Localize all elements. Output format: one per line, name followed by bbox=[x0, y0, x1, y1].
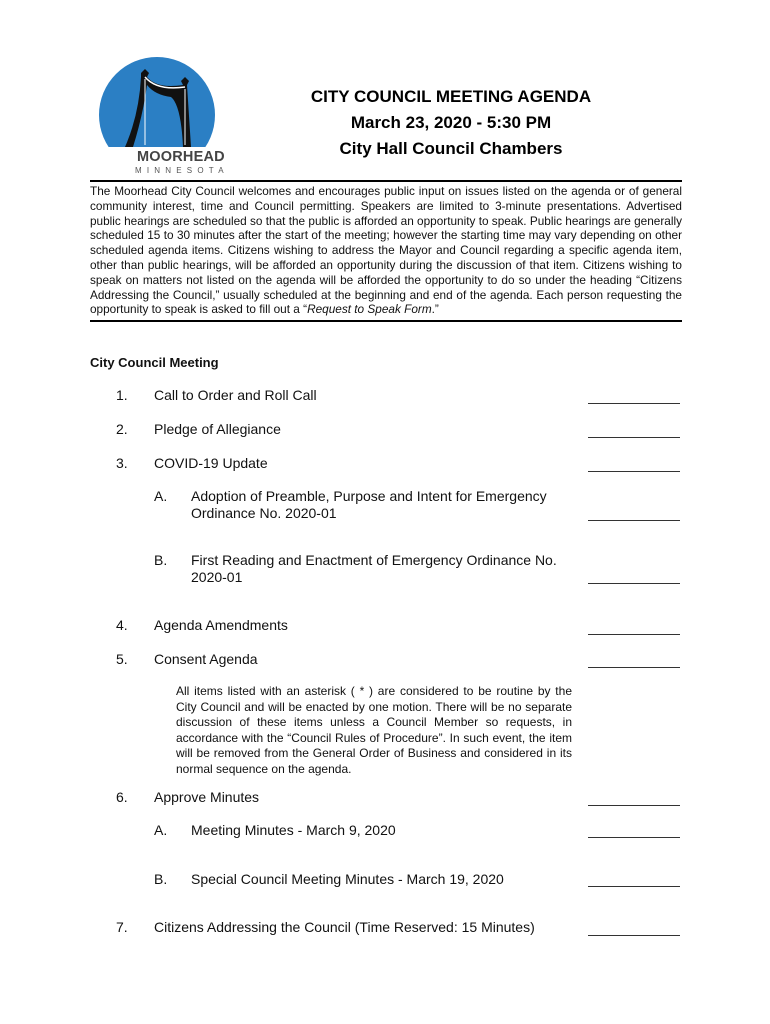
meeting-date: March 23, 2020 - 5:30 PM bbox=[350, 113, 552, 132]
sub-item: First Reading and Enactment of Emergency Ordinance No. 2020-01 bbox=[191, 552, 557, 585]
agenda-title: CITY COUNCIL MEETING AGENDA bbox=[310, 87, 592, 106]
signature-blank bbox=[588, 935, 680, 936]
item-number: 2. bbox=[116, 421, 128, 437]
section-title: City Council Meeting bbox=[90, 355, 219, 370]
intro-paragraph bbox=[90, 184, 682, 322]
consent-agenda-note: All items listed with an asterisk ( * ) are considered to be routine by the City Council and will be enacted by one motion. There will be no separate discussion of these items unless a Council Member so requests, in accordance with the “Council Rules of Procedure”. In such event, the item will be removed from the General Order of Business and considered in its normal sequence on the agenda. bbox=[176, 684, 572, 776]
signature-blank bbox=[588, 667, 680, 668]
sub-item-letter: B. bbox=[154, 871, 168, 887]
item-number: 1. bbox=[116, 387, 128, 403]
signature-blank bbox=[588, 520, 680, 521]
request-form-name: Request to Speak Form bbox=[307, 302, 432, 317]
signature-blank bbox=[588, 634, 680, 635]
agenda-title-block bbox=[250, 84, 652, 162]
signature-blank bbox=[588, 403, 680, 404]
item-number: 5. bbox=[116, 651, 128, 667]
intro-end: .” bbox=[431, 302, 439, 317]
logo-subtitle: MINNESOTA bbox=[135, 166, 229, 175]
item-number: 6. bbox=[116, 789, 128, 805]
agenda-item: Call to Order and Roll Call bbox=[154, 387, 317, 403]
city-logo bbox=[95, 55, 229, 180]
agenda-item: COVID-19 Update bbox=[154, 455, 268, 471]
sub-item: Meeting Minutes - March 9, 2020 bbox=[191, 822, 396, 838]
top-divider bbox=[90, 180, 682, 182]
sub-item-letter: B. bbox=[154, 552, 168, 568]
sub-item-letter: A. bbox=[154, 488, 168, 504]
signature-blank bbox=[588, 805, 680, 806]
sub-item: Adoption of Preamble, Purpose and Intent for Emergency Ordinance No. 2020-01 bbox=[191, 488, 547, 521]
signature-blank bbox=[588, 837, 680, 838]
agenda-item: Pledge of Allegiance bbox=[154, 421, 281, 437]
signature-blank bbox=[588, 437, 680, 438]
signature-blank bbox=[588, 886, 680, 887]
signature-blank bbox=[588, 471, 680, 472]
agenda-item: Agenda Amendments bbox=[154, 617, 288, 633]
item-number: 4. bbox=[116, 617, 128, 633]
sub-item: Special Council Meeting Minutes - March 19, 2020 bbox=[191, 871, 504, 887]
agenda-item: Citizens Addressing the Council (Time Reserved: 15 Minutes) bbox=[154, 919, 535, 935]
intro-text: The Moorhead City Council welcomes and encourages public input on issues listed on the agenda or of general community interest, time and Council permitting. Speakers are limited to 3-minute presentations. Advertised public hearings are scheduled so that the public is afforded an opportunity to speak. Public hearings are generally scheduled 15 to 30 minutes after the start of the meeting; however the starting time may vary depending on other scheduled agenda items. Citizens wishing to address the Mayor and Council regarding a specific agenda item, other than public hearings, will be afforded an opportunity during the discussion of that item. Citizens wishing to speak on matters not listed on the agenda will be afforded the opportunity to do so under the heading “Citizens Addressing the Council,” usually scheduled at the beginning and end of the agenda. Each person requesting the opportunity to speak is asked to fill out a “ bbox=[90, 184, 682, 317]
signature-blank bbox=[588, 583, 680, 584]
meeting-location: City Hall Council Chambers bbox=[339, 139, 563, 158]
sub-item-letter: A. bbox=[154, 822, 168, 838]
agenda-item: Approve Minutes bbox=[154, 789, 260, 805]
item-number: 3. bbox=[116, 455, 128, 471]
item-number: 7. bbox=[116, 919, 128, 935]
agenda-item: Consent Agenda bbox=[154, 651, 258, 667]
logo-name: MOORHEAD bbox=[137, 149, 225, 165]
